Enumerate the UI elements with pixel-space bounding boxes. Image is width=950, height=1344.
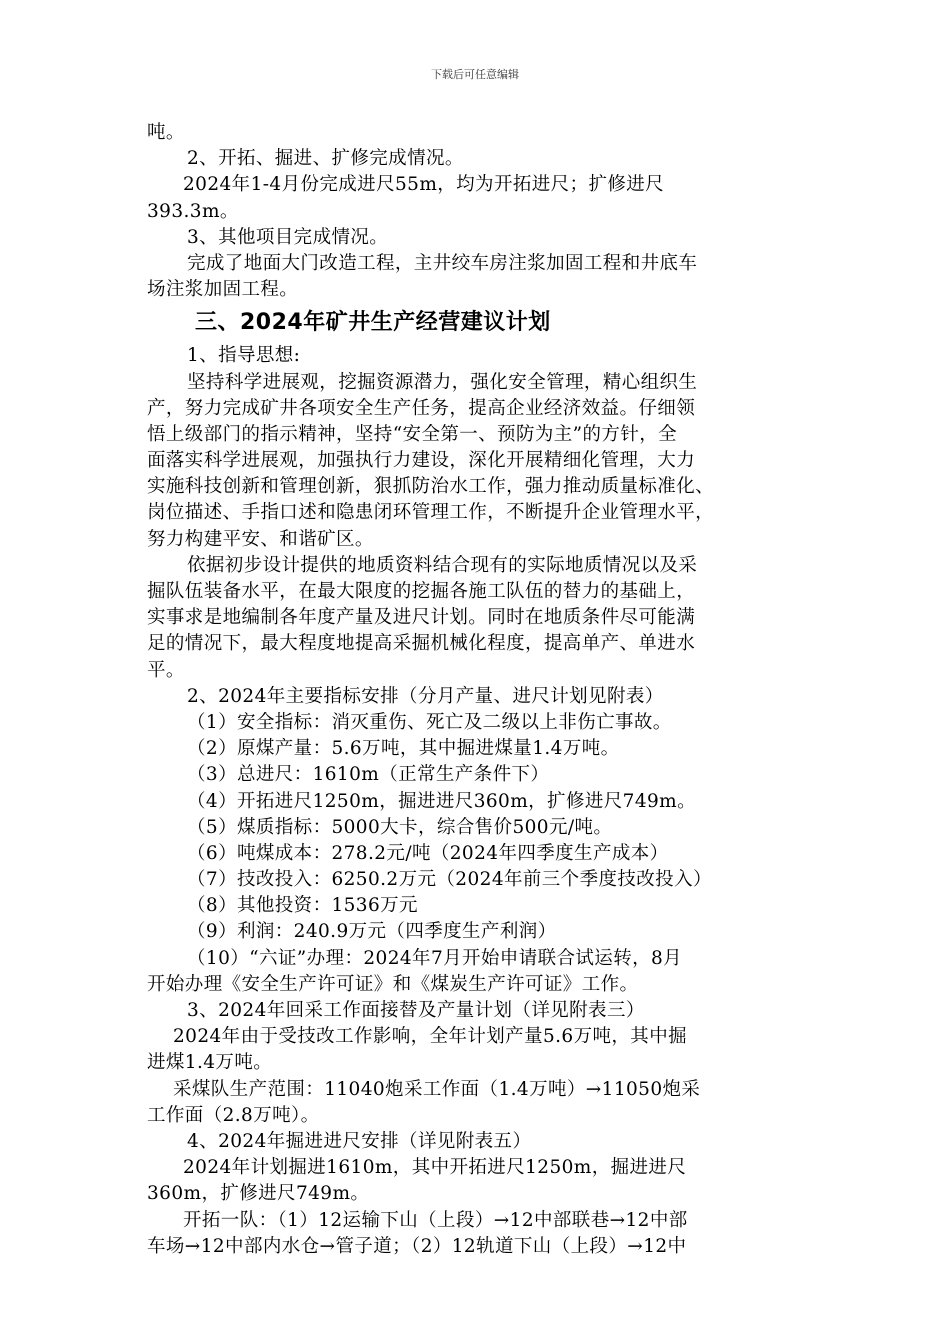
paragraph-line: （6）吨煤成本：278.2元/吨（2024年四季度生产成本） xyxy=(187,842,669,864)
paragraph-line: 2024年1-4月份完成进尺55m，均为开拓进尺；扩修进尺 xyxy=(183,174,665,196)
paragraph-line: （7）技改投入：6250.2万元（2024年前三个季度技改投入） xyxy=(187,869,712,891)
paragraph-line: 4、2024年掘进进尺安排（详见附表五） xyxy=(187,1130,532,1152)
paragraph-line: 足的情况下，最大程度地提高采掘机械化程度，提高单产、单进水 xyxy=(147,633,696,655)
paragraph-line: 3、其他项目完成情况。 xyxy=(187,226,389,248)
paragraph-line: 完成了地面大门改造工程，主井绞车房注浆加固工程和井底车 xyxy=(187,252,698,274)
paragraph-line: 实事求是地编制各年度产量及进尺计划。同时在地质条件尽可能满 xyxy=(147,607,696,629)
paragraph-line: 努力构建平安、和谐矿区。 xyxy=(147,528,374,550)
paragraph-line: 2、开拓、掘进、扩修完成情况。 xyxy=(187,148,464,170)
paragraph-line: 开始办理《安全生产许可证》和《煤炭生产许可证》工作。 xyxy=(147,973,639,995)
paragraph-line: 3、2024年回采工作面接替及产量计划（详见附表三） xyxy=(187,1000,645,1021)
paragraph-line: 实施科技创新和管理创新，狠抓防治水工作，强力推动质量标准化、 xyxy=(147,476,715,498)
section-heading: 三、2024年矿井生产经营建议计划 xyxy=(195,310,551,336)
paragraph-line: （1）安全指标：消灭重伤、死亡及二级以上非伤亡事故。 xyxy=(187,711,672,733)
paragraph-line: 依据初步设计提供的地质资料结合现有的实际地质情况以及采 xyxy=(187,554,698,576)
paragraph-line: 坚持科学进展观，挖掘资源潜力，强化安全管理，精心组织生 xyxy=(187,371,698,393)
paragraph-line: 1、指导思想: xyxy=(187,345,301,367)
paragraph-line: 吨。 xyxy=(147,122,185,143)
page-header: 下载后可任意编辑 xyxy=(431,68,519,81)
paragraph-line: 360m，扩修进尺749m。 xyxy=(147,1183,370,1205)
paragraph-line: 岗位描述、手指口述和隐患闭环管理工作，不断提升企业管理水平， xyxy=(147,502,715,524)
paragraph-line: 平。 xyxy=(147,659,185,681)
paragraph-line: 2024年计划掘进1610m，其中开拓进尺1250m，掘进进尺 xyxy=(183,1157,687,1179)
paragraph-line: 工作面（2.8万吨）。 xyxy=(147,1104,320,1126)
paragraph-line: （4）开拓进尺1250m，掘进进尺360m，扩修进尺749m。 xyxy=(187,790,697,812)
paragraph-line: 掘队伍装备水平，在最大限度的挖掘各施工队伍的替力的基础上， xyxy=(147,581,696,602)
paragraph-line: 场注浆加固工程。 xyxy=(147,279,299,301)
paragraph-line: 393.3m。 xyxy=(147,200,239,222)
paragraph-line: 开拓一队：（1）12运输下山（上段）→12中部联巷→12中部 xyxy=(183,1209,688,1231)
paragraph-line: （5）煤质指标：5000大卡，综合售价500元/吨。 xyxy=(187,816,613,838)
paragraph-line: 面落实科学进展观，加强执行力建设，深化开展精细化管理，大力 xyxy=(147,450,696,472)
paragraph-line: 采煤队生产范围：11040炮采工作面（1.4万吨）→11050炮采 xyxy=(173,1078,701,1100)
paragraph-line: 产，努力完成矿井各项安全生产任务，提高企业经济效益。仔细领 xyxy=(147,397,696,419)
paragraph-line: （8）其他投资：1536万元 xyxy=(187,895,418,917)
paragraph-line: 2、2024年主要指标安排（分月产量、进尺计划见附表） xyxy=(187,685,664,707)
paragraph-line: 车场→12中部内水仓→管子道；（2）12轨道下山（上段）→12中 xyxy=(147,1235,687,1257)
paragraph-line: 悟上级部门的指示精神，坚持“安全第一、预防为主”的方针，全 xyxy=(147,423,678,445)
paragraph-line: （2）原煤产量：5.6万吨，其中掘进煤量1.4万吨。 xyxy=(187,738,620,760)
paragraph-line: （3）总进尺：1610m（正常生产条件下） xyxy=(187,764,550,786)
paragraph-line: 2024年由于受技改工作影响，全年计划产量5.6万吨，其中掘 xyxy=(173,1026,688,1048)
paragraph-line: （9）利润：240.9万元（四季度生产利润） xyxy=(187,921,557,943)
paragraph-line: 进煤1.4万吨。 xyxy=(147,1052,273,1074)
document-body xyxy=(147,120,817,1260)
paragraph-line: （10）“六证”办理：2024年7月开始申请联合试运转，8月 xyxy=(187,947,683,969)
